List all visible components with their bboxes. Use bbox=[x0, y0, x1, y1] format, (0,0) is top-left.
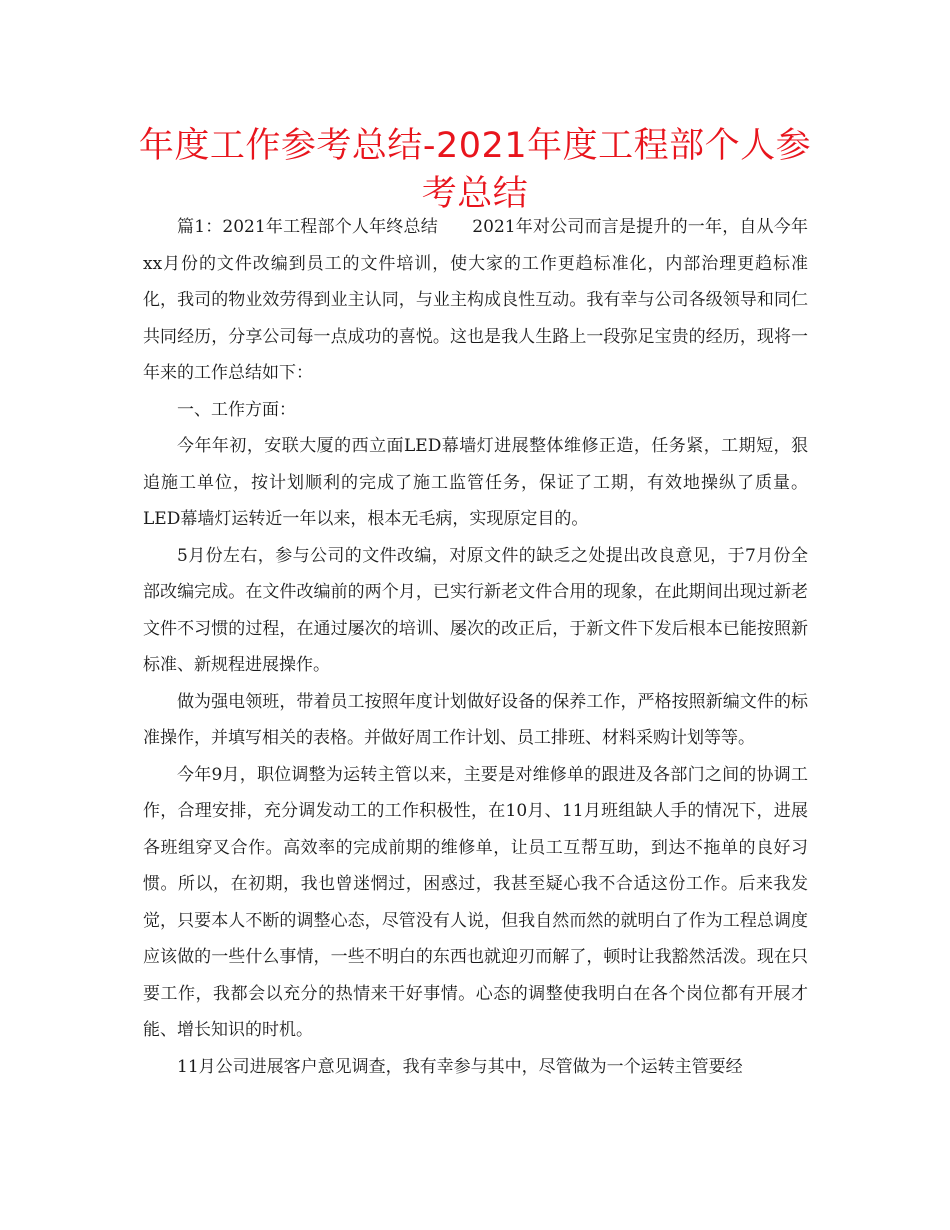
document-body bbox=[143, 209, 808, 1085]
section-heading-work: 一、工作方面： bbox=[177, 399, 296, 420]
paragraph-led-curtain-wall: 今年年初，安联大厦的西立面LED幕墙灯进展整体维修正造，任务紧，工期短，狠追施工单位，按计划顺利的完成了施工监管任务，保证了工期，有效地操纵了质量。LED幕墙灯运转近一年以来，根本无毛病，实现原定目的。 bbox=[143, 436, 808, 529]
paragraph-electrical-foreman: 做为强电领班，带着员工按照年度计划做好设备的保养工作，严格按照新编文件的标准操作，并填写相关的表格。并做好周工作计划、员工排班、材料采购计划等等。 bbox=[143, 691, 808, 748]
document-title: 年度工作参考总结-2021年度工程部个人参考总结 bbox=[138, 126, 812, 214]
paragraph-document-revision: 5月份左右，参与公司的文件改编，对原文件的缺乏之处提出改良意见，于7月份全部改编完成。在文件改编前的两个月，已实行新老文件合用的现象，在此期间出现过新老文件不习惯的过程，在通过屡次的培训、屡次的改正后，于新文件下发后根本已能按照新标准、新规程进展操作。 bbox=[143, 545, 808, 675]
paragraph-intro: 篇1：2021年工程部个人年终总结 2021年对公司而言是提升的一年，自从今年xx月份的文件改编到员工的文件培训，使大家的工作更趋标准化，内部治理更趋标准化，我司的物业效劳得到业主认同，与业主构成良性互动。我有幸与公司各级领导和同仁共同经历，分享公司每一点成功的喜悦。这也是我人生路上一段弥足宝贵的经历，现将一年来的工作总结如下： bbox=[143, 217, 808, 383]
paragraph-operations-supervisor: 今年9月，职位调整为运转主管以来，主要是对维修单的跟进及各部门之间的协调工作，合理安排，充分调发动工的工作积极性，在10月、11月班组缺人手的情况下，进展各班组穿叉合作。高效率的完成前期的维修单，让员工互帮互助，到达不拖单的良好习惯。所以，在初期，我也曾迷惘过，困惑过，我甚至疑心我不合适这份工作。后来我发觉，只要本人不断的调整心态，尽管没有人说，但我自然而然的就明白了作为工程总调度应该做的一些什么事情，一些不明白的东西也就迎刃而解了，顿时让我豁然活泼。现在只要工作，我都会以充分的热情来干好事情。心态的调整使我明白在各个岗位都有开展才能、增长知识的时机。 bbox=[143, 764, 808, 1040]
paragraph-customer-survey: 11月公司进展客户意见调查，我有幸参与其中，尽管做为一个运转主管要经 bbox=[177, 1056, 743, 1077]
